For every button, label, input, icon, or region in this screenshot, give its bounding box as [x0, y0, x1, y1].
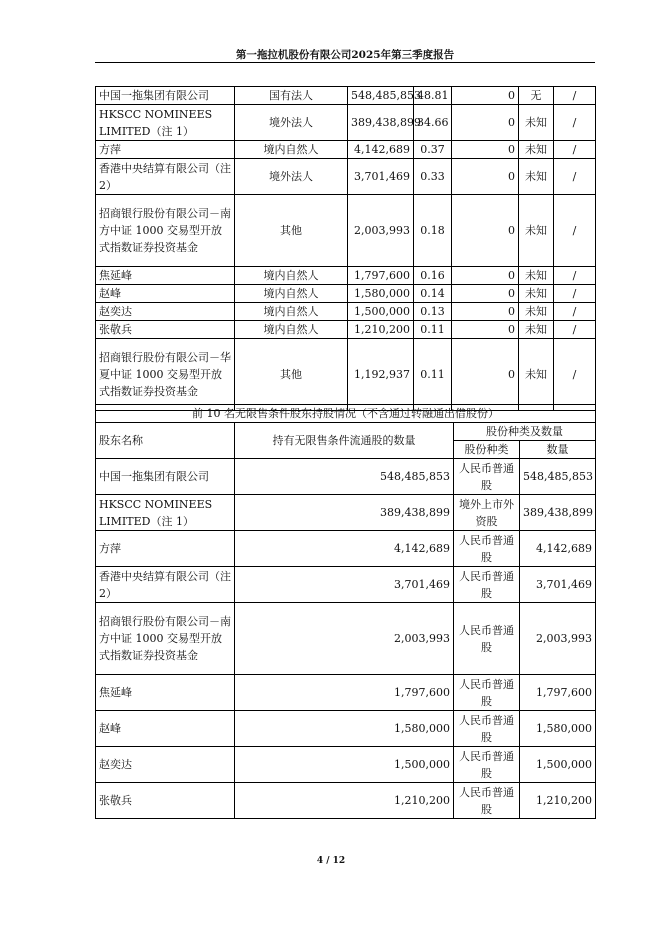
holder-name-cell: 香港中央结算有限公司（注 2） — [96, 567, 235, 603]
table-row — [96, 141, 596, 159]
table-row — [96, 495, 596, 531]
table-row — [96, 711, 596, 747]
page-number: 4 / 12 — [316, 856, 346, 866]
unrestricted-qty-cell: 3,701,469 — [235, 567, 454, 603]
share-type-cell: 人民币普通股 — [454, 567, 520, 603]
pledge-qty-cell: / — [554, 141, 596, 159]
pledge-status-cell: 未知 — [519, 285, 554, 303]
holder-nature-cell: 其他 — [235, 195, 348, 267]
pledge-status-cell: 未知 — [519, 267, 554, 285]
pledge-qty-cell: / — [554, 321, 596, 339]
table-row — [96, 747, 596, 783]
shares-cell: 1,797,600 — [348, 267, 414, 285]
unrestricted-qty-cell: 2,003,993 — [235, 603, 454, 675]
share-type-cell: 境外上市外资股 — [454, 495, 520, 531]
table-row — [96, 459, 596, 495]
holder-name-header: 股东名称 — [96, 423, 235, 459]
holder-name-cell: 中国一拖集团有限公司 — [96, 87, 235, 105]
section-title: 前 10 名无限售条件股东持股情况（不含通过转融通出借股份） — [96, 405, 596, 423]
share-type-and-qty-header: 股份种类及数量 — [454, 423, 596, 441]
share-type-cell: 人民币普通股 — [454, 711, 520, 747]
restricted-cell: 0 — [452, 105, 519, 141]
pledge-qty-cell: / — [554, 303, 596, 321]
share-type-cell: 人民币普通股 — [454, 747, 520, 783]
quantity-cell: 2,003,993 — [520, 603, 596, 675]
pct-cell: 0.13 — [414, 303, 452, 321]
holder-name-cell: 张敬兵 — [96, 321, 235, 339]
table-row — [96, 195, 596, 267]
pct-cell: 0.11 — [414, 321, 452, 339]
holder-name-cell: 招商银行股份有限公司－华夏中证 1000 交易型开放式指数证券投资基金 — [96, 339, 235, 411]
pledge-qty-cell: / — [554, 87, 596, 105]
quantity-cell: 1,210,200 — [520, 783, 596, 819]
pledge-qty-cell: / — [554, 267, 596, 285]
restricted-cell: 0 — [452, 321, 519, 339]
restricted-cell: 0 — [452, 339, 519, 411]
pledge-status-cell: 未知 — [519, 159, 554, 195]
unrestricted-qty-cell: 1,500,000 — [235, 747, 454, 783]
report-header-title: 第一拖拉机股份有限公司2025年第三季度报告 — [235, 49, 455, 61]
restricted-cell: 0 — [452, 159, 519, 195]
holder-name-cell: 招商银行股份有限公司－南方中证 1000 交易型开放式指数证券投资基金 — [96, 603, 235, 675]
table-row — [96, 285, 596, 303]
pledge-qty-cell: / — [554, 159, 596, 195]
holder-nature-cell: 国有法人 — [235, 87, 348, 105]
shares-cell: 4,142,689 — [348, 141, 414, 159]
share-type-cell: 人民币普通股 — [454, 675, 520, 711]
pledge-status-cell: 未知 — [519, 195, 554, 267]
header-row — [96, 423, 596, 441]
holder-name-cell: 赵峰 — [96, 711, 235, 747]
holder-name-cell: 焦延峰 — [96, 267, 235, 285]
holder-name-cell: 招商银行股份有限公司－南方中证 1000 交易型开放式指数证券投资基金 — [96, 195, 235, 267]
restricted-cell: 0 — [452, 285, 519, 303]
table-row — [96, 321, 596, 339]
pct-cell: 0.11 — [414, 339, 452, 411]
table-row — [96, 783, 596, 819]
restricted-cell: 0 — [452, 303, 519, 321]
table-row — [96, 675, 596, 711]
pledge-status-cell: 未知 — [519, 303, 554, 321]
holder-nature-cell: 境内自然人 — [235, 267, 348, 285]
top-holders-table — [95, 86, 596, 411]
pct-cell: 0.16 — [414, 267, 452, 285]
share-type-cell: 人民币普通股 — [454, 531, 520, 567]
table-row — [96, 159, 596, 195]
holder-name-cell: HKSCC NOMINEES LIMITED（注 1） — [96, 105, 235, 141]
holder-name-cell: 赵峰 — [96, 285, 235, 303]
pct-cell: 0.37 — [414, 141, 452, 159]
quantity-cell: 4,142,689 — [520, 531, 596, 567]
table-row — [96, 567, 596, 603]
share-type-header: 股份种类 — [454, 441, 520, 459]
pledge-status-cell: 无 — [519, 87, 554, 105]
shares-cell: 389,438,899 — [348, 105, 414, 141]
unrestricted-qty-cell: 1,210,200 — [235, 783, 454, 819]
pledge-status-cell: 未知 — [519, 339, 554, 411]
pledge-status-cell: 未知 — [519, 105, 554, 141]
quantity-cell: 3,701,469 — [520, 567, 596, 603]
table-row — [96, 603, 596, 675]
share-type-cell: 人民币普通股 — [454, 459, 520, 495]
table-row — [96, 267, 596, 285]
holder-nature-cell: 境外法人 — [235, 159, 348, 195]
pledge-qty-cell: / — [554, 339, 596, 411]
shares-cell: 548,485,853 — [348, 87, 414, 105]
table-row — [96, 87, 596, 105]
table-row — [96, 339, 596, 411]
unrestricted-holders-table — [95, 404, 596, 819]
holder-name-cell: 中国一拖集团有限公司 — [96, 459, 235, 495]
holder-nature-cell: 境内自然人 — [235, 321, 348, 339]
table-row — [96, 303, 596, 321]
table-row — [96, 531, 596, 567]
header-rule — [95, 62, 595, 63]
unrestricted-qty-cell: 4,142,689 — [235, 531, 454, 567]
restricted-cell: 0 — [452, 141, 519, 159]
unrestricted-qty-cell: 1,580,000 — [235, 711, 454, 747]
pct-cell: 34.66 — [414, 105, 452, 141]
holder-nature-cell: 境内自然人 — [235, 141, 348, 159]
quantity-header: 数量 — [520, 441, 596, 459]
section-title-row — [96, 405, 596, 423]
pledge-qty-cell: / — [554, 285, 596, 303]
restricted-cell: 0 — [452, 267, 519, 285]
quantity-cell: 1,580,000 — [520, 711, 596, 747]
holder-nature-cell: 其他 — [235, 339, 348, 411]
holder-name-cell: HKSCC NOMINEES LIMITED（注 1） — [96, 495, 235, 531]
share-type-cell: 人民币普通股 — [454, 603, 520, 675]
pledge-status-cell: 未知 — [519, 141, 554, 159]
unrestricted-qty-cell: 548,485,853 — [235, 459, 454, 495]
quantity-cell: 1,500,000 — [520, 747, 596, 783]
holder-name-cell: 赵奕达 — [96, 303, 235, 321]
pledge-status-cell: 未知 — [519, 321, 554, 339]
holder-name-cell: 香港中央结算有限公司（注 2） — [96, 159, 235, 195]
restricted-cell: 0 — [452, 87, 519, 105]
share-type-cell: 人民币普通股 — [454, 783, 520, 819]
holder-name-cell: 张敬兵 — [96, 783, 235, 819]
unrestricted-qty-cell: 1,797,600 — [235, 675, 454, 711]
restricted-cell: 0 — [452, 195, 519, 267]
pct-cell: 48.81 — [414, 87, 452, 105]
holder-nature-cell: 境内自然人 — [235, 303, 348, 321]
shares-cell: 3,701,469 — [348, 159, 414, 195]
unrestricted-qty-header: 持有无限售条件流通股的数量 — [235, 423, 454, 459]
holder-name-cell: 方萍 — [96, 141, 235, 159]
pct-cell: 0.18 — [414, 195, 452, 267]
pct-cell: 0.33 — [414, 159, 452, 195]
unrestricted-qty-cell: 389,438,899 — [235, 495, 454, 531]
table-row — [96, 105, 596, 141]
holder-nature-cell: 境外法人 — [235, 105, 348, 141]
pct-cell: 0.14 — [414, 285, 452, 303]
pledge-qty-cell: / — [554, 105, 596, 141]
holder-name-cell: 焦延峰 — [96, 675, 235, 711]
holder-name-cell: 方萍 — [96, 531, 235, 567]
shares-cell: 1,192,937 — [348, 339, 414, 411]
quantity-cell: 1,797,600 — [520, 675, 596, 711]
holder-nature-cell: 境内自然人 — [235, 285, 348, 303]
quantity-cell: 548,485,853 — [520, 459, 596, 495]
shares-cell: 1,210,200 — [348, 321, 414, 339]
quantity-cell: 389,438,899 — [520, 495, 596, 531]
pledge-qty-cell: / — [554, 195, 596, 267]
shares-cell: 1,500,000 — [348, 303, 414, 321]
shares-cell: 1,580,000 — [348, 285, 414, 303]
holder-name-cell: 赵奕达 — [96, 747, 235, 783]
shares-cell: 2,003,993 — [348, 195, 414, 267]
